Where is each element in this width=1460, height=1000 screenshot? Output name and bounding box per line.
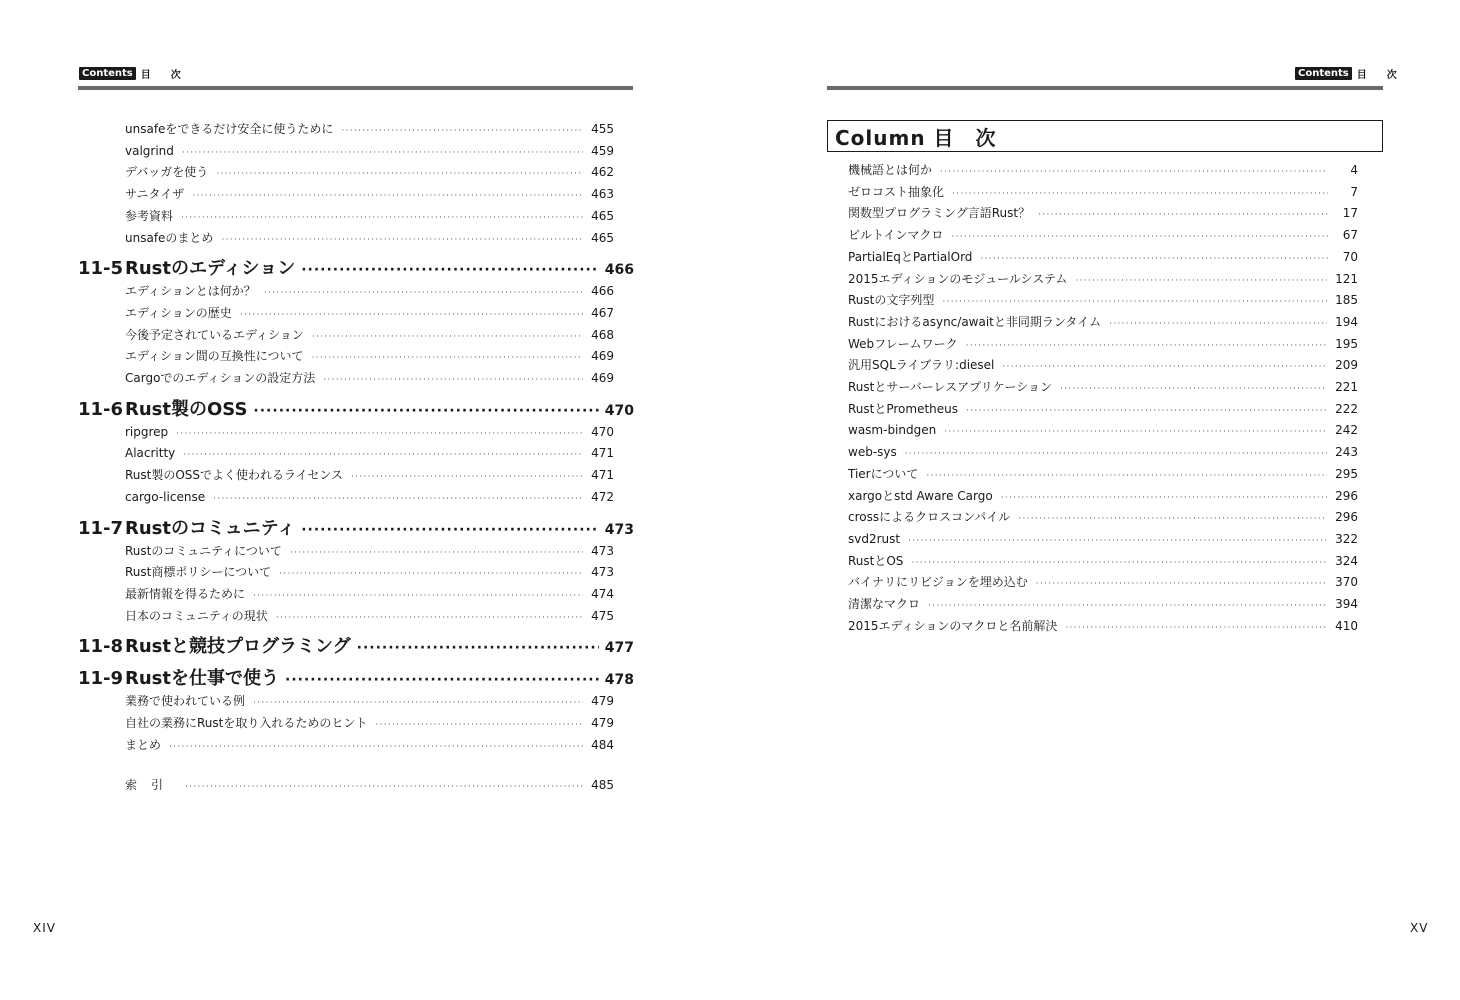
entry-page: 455 bbox=[591, 122, 614, 136]
entry-page: 296 bbox=[1335, 488, 1358, 503]
column-entry[interactable] bbox=[827, 291, 1383, 313]
toc-section[interactable] bbox=[78, 635, 634, 660]
entry-title: 今後予定されているエディション bbox=[125, 327, 304, 342]
entry-page: 185 bbox=[1335, 293, 1358, 308]
dot-leader bbox=[312, 349, 584, 369]
dot-leader bbox=[905, 445, 1327, 465]
entry-page: 484 bbox=[591, 737, 614, 752]
entry-page: 242 bbox=[1335, 423, 1358, 438]
entry-title: ripgrep bbox=[125, 424, 169, 439]
dot-leader bbox=[221, 231, 583, 251]
right-page bbox=[730, 0, 1460, 1000]
entry-title: crossによるクロスコンパイル bbox=[848, 510, 1011, 525]
entry-page: 370 bbox=[1335, 575, 1358, 590]
toc-entry[interactable] bbox=[78, 607, 634, 629]
toc-list bbox=[78, 120, 634, 798]
section-title: Rustのエディション bbox=[125, 258, 296, 280]
entry-title: 2015エディションのマクロと名前解決 bbox=[848, 618, 1058, 633]
toc-entry[interactable] bbox=[78, 326, 634, 348]
toc-entry[interactable] bbox=[78, 207, 634, 229]
dot-leader bbox=[952, 185, 1328, 205]
column-entry[interactable] bbox=[827, 183, 1383, 205]
toc-entry[interactable] bbox=[78, 282, 634, 304]
entry-page: 471 bbox=[591, 446, 614, 461]
column-entry[interactable] bbox=[827, 443, 1383, 465]
entry-title: 2015エディションのモジュールシステム bbox=[848, 271, 1068, 286]
entry-page: 17 bbox=[1342, 206, 1358, 221]
dot-leader bbox=[1060, 380, 1327, 400]
dot-leader bbox=[264, 284, 583, 304]
dot-leader bbox=[253, 694, 583, 714]
entry-page: 479 bbox=[591, 694, 614, 709]
entry-title: valgrind bbox=[125, 143, 174, 158]
entry-title: 最新情報を得るために bbox=[125, 586, 246, 601]
section-number: 11-9 bbox=[78, 668, 124, 690]
contents-tag: Contents bbox=[79, 67, 136, 80]
entry-title: ビルトインマクロ bbox=[848, 228, 944, 243]
toc-entry[interactable] bbox=[78, 542, 634, 564]
column-entry[interactable] bbox=[827, 378, 1383, 400]
dot-leader bbox=[911, 554, 1327, 574]
dot-leader bbox=[375, 716, 583, 736]
entry-page: 465 bbox=[591, 208, 614, 223]
dot-leader bbox=[1001, 489, 1327, 509]
entry-page: 7 bbox=[1350, 184, 1358, 199]
entry-title: バイナリにリビジョンを埋め込む bbox=[848, 575, 1028, 590]
entry-page: 479 bbox=[591, 716, 614, 731]
dot-leader bbox=[301, 258, 599, 282]
dot-leader bbox=[1065, 619, 1327, 639]
entry-page: 222 bbox=[1335, 401, 1358, 416]
entry-page: 470 bbox=[591, 424, 614, 439]
column-entry[interactable] bbox=[827, 400, 1383, 422]
dot-leader bbox=[1036, 575, 1327, 595]
dot-leader bbox=[926, 467, 1327, 487]
entry-title: ゼロコスト抽象化 bbox=[848, 184, 945, 199]
entry-title: Tierについて bbox=[848, 466, 919, 481]
entry-title: 業務で使われている例 bbox=[125, 694, 246, 709]
toc-entry[interactable] bbox=[78, 692, 634, 714]
dot-leader bbox=[182, 144, 583, 164]
dot-leader bbox=[1075, 272, 1327, 292]
entry-title: Rust製のOSSでよく使われるライセンス bbox=[125, 468, 343, 483]
dot-leader bbox=[1002, 358, 1327, 378]
dot-leader bbox=[216, 165, 583, 185]
column-entry[interactable] bbox=[827, 335, 1383, 357]
entry-page: 296 bbox=[1335, 510, 1358, 525]
section-page: 477 bbox=[604, 640, 634, 657]
toc-entry[interactable] bbox=[78, 142, 634, 164]
entry-title: web-sys bbox=[848, 445, 897, 460]
dot-leader bbox=[940, 163, 1328, 183]
dot-leader bbox=[1018, 510, 1327, 530]
toc-index-entry[interactable] bbox=[78, 776, 634, 798]
entry-title: xargoとstd Aware Cargo bbox=[848, 488, 993, 503]
column-entry[interactable] bbox=[827, 421, 1383, 443]
entry-title: Rustの文字列型 bbox=[848, 293, 935, 308]
entry-page: 322 bbox=[1335, 531, 1358, 546]
column-contents-title: Column 目 次 bbox=[835, 125, 997, 150]
entry-title: Webフレームワーク bbox=[848, 336, 958, 351]
entry-title: Rust商標ポリシーについて bbox=[125, 565, 272, 580]
running-head-title: 目 次 bbox=[140, 70, 186, 81]
dot-leader bbox=[1109, 315, 1327, 335]
entry-title: Cargoでのエディションの設定方法 bbox=[125, 371, 316, 386]
entry-title: unsafeをできるだけ安全に使うために bbox=[125, 122, 334, 136]
entry-page: 473 bbox=[591, 543, 614, 558]
entry-page: 243 bbox=[1335, 445, 1358, 460]
toc-section[interactable] bbox=[78, 398, 634, 423]
entry-title: Rustにおけるasync/awaitと非同期ランタイム bbox=[848, 314, 1102, 329]
header-rule bbox=[827, 86, 1383, 90]
toc-entry[interactable] bbox=[78, 185, 634, 207]
section-title: Rustと競技プログラミング bbox=[125, 636, 351, 658]
toc-entry[interactable] bbox=[78, 229, 634, 251]
section-number: 11-8 bbox=[78, 636, 124, 658]
entry-title: エディションの歴史 bbox=[125, 305, 232, 320]
column-entry[interactable] bbox=[827, 595, 1383, 617]
page-number: XIV bbox=[33, 921, 56, 935]
entry-title: 参考資料 bbox=[125, 208, 174, 223]
dot-leader bbox=[181, 209, 583, 229]
entry-page: 221 bbox=[1335, 380, 1358, 395]
column-entry[interactable] bbox=[827, 552, 1383, 574]
dot-leader bbox=[323, 371, 583, 391]
entry-title: PartialEqとPartialOrd bbox=[848, 249, 973, 264]
dot-leader bbox=[312, 328, 583, 348]
entry-title: 日本のコミュニティの現状 bbox=[125, 608, 268, 623]
section-number: 11-5 bbox=[78, 258, 124, 280]
entry-page: 194 bbox=[1335, 314, 1358, 329]
entry-title: unsafeのまとめ bbox=[125, 230, 214, 245]
dot-leader bbox=[301, 518, 599, 542]
toc-entry[interactable] bbox=[78, 304, 634, 326]
column-entry[interactable] bbox=[827, 487, 1383, 509]
entry-title: 汎用SQLライブラリ:diesel bbox=[848, 358, 995, 373]
entry-page: 474 bbox=[591, 586, 614, 601]
entry-title: 機械語とは何か bbox=[848, 163, 933, 177]
dot-leader bbox=[966, 337, 1327, 357]
toc-entry[interactable] bbox=[78, 120, 634, 142]
entry-page: 469 bbox=[591, 349, 614, 364]
entry-title: svd2rust bbox=[848, 531, 901, 546]
column-entry[interactable] bbox=[827, 226, 1383, 248]
entry-title: cargo-license bbox=[125, 489, 206, 504]
running-head-title: 目 次 bbox=[1356, 70, 1402, 81]
column-entry[interactable] bbox=[827, 465, 1383, 487]
dot-leader bbox=[176, 425, 583, 445]
entry-title: サニタイザ bbox=[125, 187, 185, 202]
dot-leader bbox=[951, 228, 1328, 248]
dot-leader bbox=[928, 597, 1327, 617]
dot-leader bbox=[944, 423, 1327, 443]
entry-page: 473 bbox=[591, 565, 614, 580]
toc-section[interactable] bbox=[78, 257, 634, 282]
spacer bbox=[78, 757, 634, 776]
toc-entry[interactable] bbox=[78, 488, 634, 510]
entry-page: 121 bbox=[1335, 271, 1358, 286]
contents-tag: Contents bbox=[1295, 67, 1352, 80]
column-entry[interactable] bbox=[827, 161, 1383, 183]
entry-title: Alacritty bbox=[125, 446, 176, 461]
toc-entry[interactable] bbox=[78, 714, 634, 736]
entry-title: エディション間の互換性について bbox=[125, 349, 304, 364]
column-entry[interactable] bbox=[827, 508, 1383, 530]
entry-page: 67 bbox=[1342, 228, 1358, 243]
entry-title: RustとPrometheus bbox=[848, 401, 959, 416]
entry-page: 467 bbox=[591, 305, 614, 320]
section-title: Rustのコミュニティ bbox=[125, 517, 296, 539]
entry-title: エディションとは何か？ bbox=[125, 284, 256, 299]
column-entry[interactable] bbox=[827, 270, 1383, 292]
dot-leader bbox=[351, 468, 583, 488]
running-head bbox=[1295, 66, 1402, 81]
entry-page: 472 bbox=[591, 489, 614, 504]
entry-page: 195 bbox=[1335, 336, 1358, 351]
dot-leader bbox=[279, 565, 583, 585]
header-rule bbox=[78, 86, 633, 90]
section-page: 470 bbox=[604, 402, 634, 419]
entry-page: 209 bbox=[1335, 358, 1358, 373]
entry-title: Rustとサーバーレスアプリケーション bbox=[848, 380, 1052, 395]
column-entry[interactable] bbox=[827, 617, 1383, 639]
toc-entry[interactable] bbox=[78, 444, 634, 466]
entry-page: 485 bbox=[591, 778, 614, 793]
entry-page: 295 bbox=[1335, 466, 1358, 481]
entry-title: 索引 bbox=[125, 778, 178, 793]
dot-leader bbox=[908, 532, 1327, 552]
section-page: 478 bbox=[604, 672, 634, 689]
section-title: Rustを仕事で使う bbox=[125, 668, 279, 690]
section-number: 11-7 bbox=[78, 517, 124, 539]
entry-title: デバッガを使う bbox=[125, 165, 209, 180]
entry-page: 469 bbox=[591, 371, 614, 386]
entry-page: 394 bbox=[1335, 597, 1358, 612]
section-title: Rust製のOSS bbox=[125, 398, 248, 420]
dot-leader bbox=[290, 544, 583, 564]
entry-title: まとめ bbox=[125, 737, 162, 752]
column-entry[interactable] bbox=[827, 313, 1383, 335]
column-entry[interactable] bbox=[827, 573, 1383, 595]
toc-entry[interactable] bbox=[78, 585, 634, 607]
dot-leader bbox=[240, 306, 583, 326]
entry-page: 475 bbox=[591, 608, 614, 623]
dot-leader bbox=[213, 490, 583, 510]
entry-page: 463 bbox=[591, 187, 614, 202]
dot-leader bbox=[253, 399, 598, 423]
entry-page: 4 bbox=[1350, 163, 1358, 177]
toc-entry[interactable] bbox=[78, 163, 634, 185]
entry-page: 466 bbox=[591, 284, 614, 299]
running-head bbox=[79, 66, 186, 81]
entry-page: 471 bbox=[591, 468, 614, 483]
page-number: XV bbox=[1410, 921, 1429, 935]
dot-leader bbox=[942, 293, 1327, 313]
dot-leader bbox=[357, 636, 599, 660]
dot-leader bbox=[169, 738, 583, 758]
toc-entry[interactable] bbox=[78, 466, 634, 488]
entry-title: 自社の業務にRustを取り入れるためのヒント bbox=[125, 716, 368, 731]
entry-page: 70 bbox=[1342, 249, 1358, 264]
column-contents-heading bbox=[827, 120, 1383, 152]
dot-leader bbox=[980, 250, 1328, 270]
entry-page: 462 bbox=[591, 165, 614, 180]
dot-leader bbox=[253, 587, 583, 607]
dot-leader bbox=[276, 609, 583, 629]
toc-entry[interactable] bbox=[78, 423, 634, 445]
entry-page: 324 bbox=[1335, 553, 1358, 568]
entry-page: 459 bbox=[591, 143, 614, 158]
dot-leader bbox=[1038, 206, 1328, 226]
toc-entry[interactable] bbox=[78, 369, 634, 391]
column-entry[interactable] bbox=[827, 204, 1383, 226]
toc-entry[interactable] bbox=[78, 563, 634, 585]
dot-leader bbox=[341, 122, 583, 142]
entry-page: 410 bbox=[1335, 618, 1358, 633]
section-page: 473 bbox=[604, 521, 634, 538]
entry-title: wasm-bindgen bbox=[848, 423, 937, 438]
entry-title: RustとOS bbox=[848, 553, 904, 568]
dot-leader bbox=[185, 778, 583, 798]
entry-title: Rustのコミュニティについて bbox=[125, 543, 282, 558]
column-toc-list bbox=[827, 161, 1383, 638]
dot-leader bbox=[285, 668, 599, 692]
toc-section[interactable] bbox=[78, 667, 634, 692]
entry-page: 468 bbox=[591, 327, 614, 342]
entry-title: 関数型プログラミング言語Rust？ bbox=[848, 206, 1031, 221]
dot-leader bbox=[183, 446, 583, 466]
dot-leader bbox=[192, 187, 583, 207]
section-page: 466 bbox=[604, 262, 634, 279]
toc-entry[interactable] bbox=[78, 347, 634, 369]
column-entry[interactable] bbox=[827, 356, 1383, 378]
section-number: 11-6 bbox=[78, 398, 124, 420]
dot-leader bbox=[966, 402, 1327, 422]
toc-entry[interactable] bbox=[78, 736, 634, 758]
toc-section[interactable] bbox=[78, 517, 634, 542]
entry-title: 清潔なマクロ bbox=[848, 597, 921, 612]
entry-page: 465 bbox=[591, 230, 614, 245]
column-entry[interactable] bbox=[827, 248, 1383, 270]
column-entry[interactable] bbox=[827, 530, 1383, 552]
